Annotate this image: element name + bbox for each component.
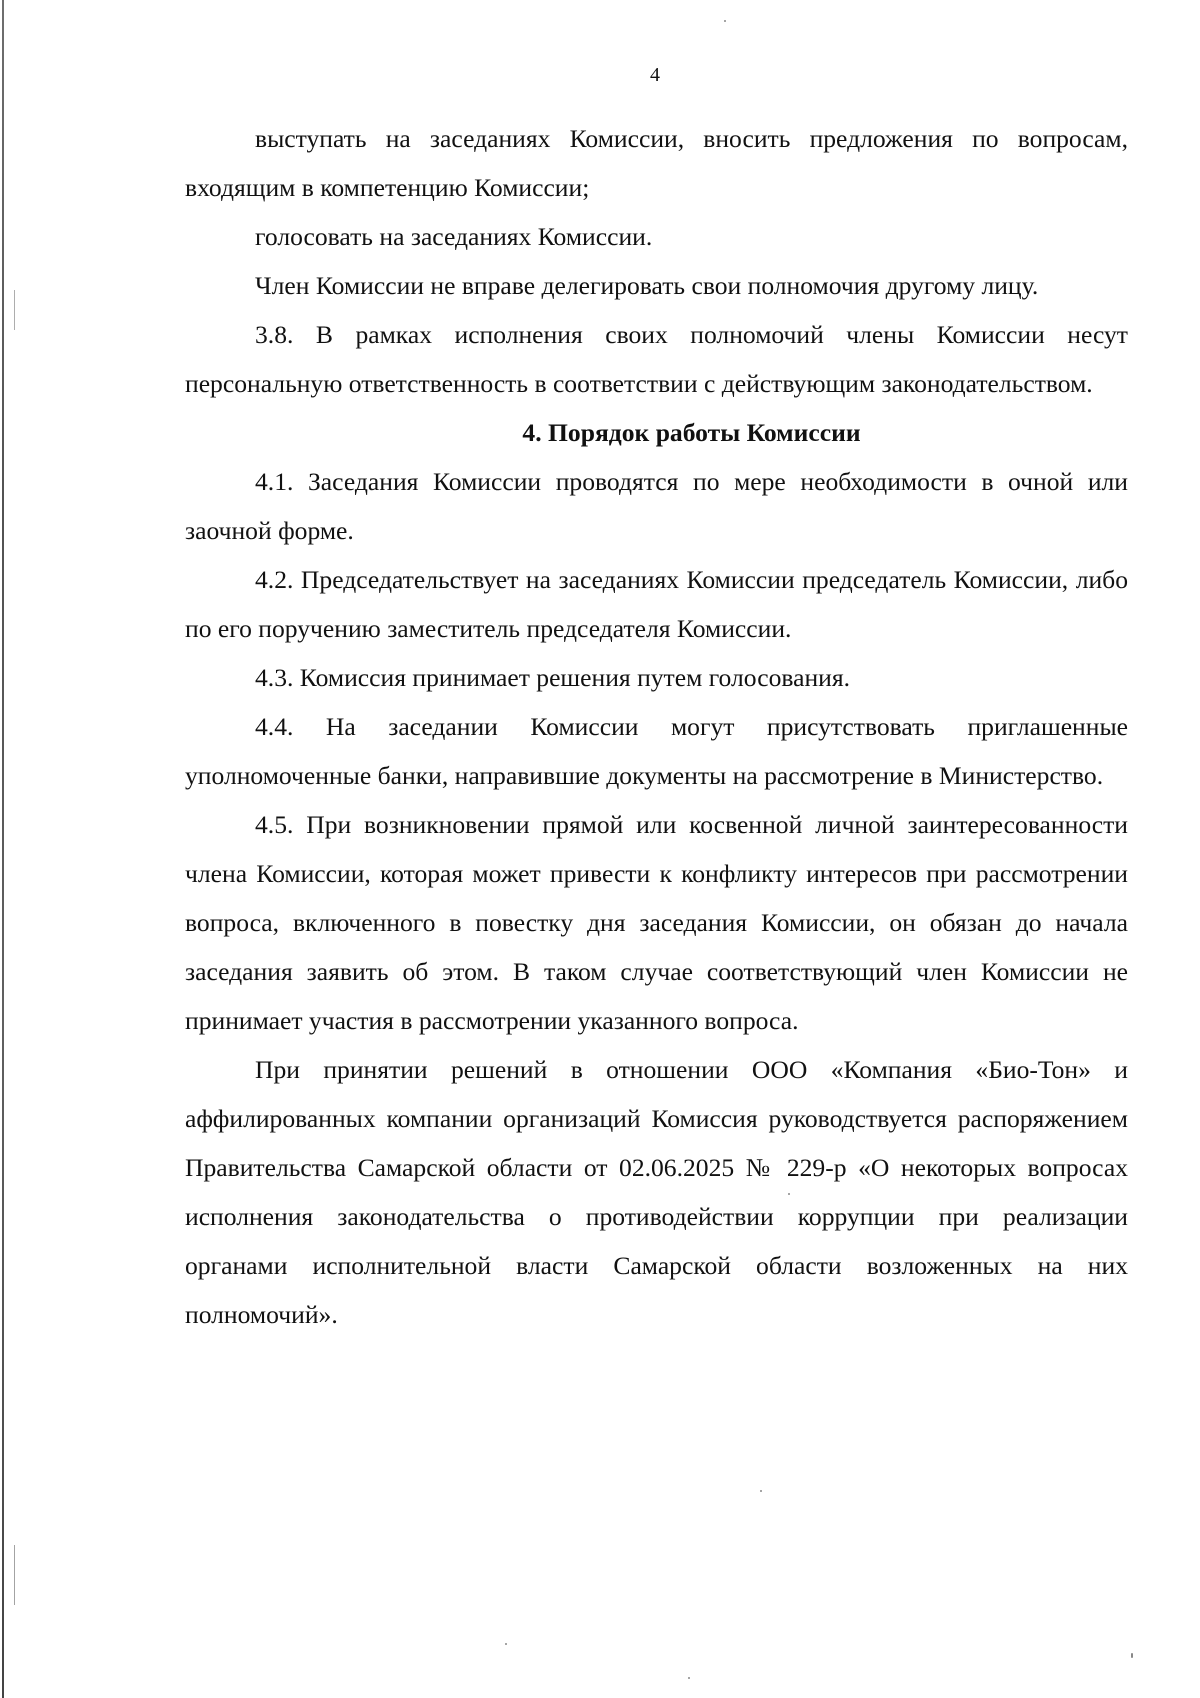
paragraph: 4.5. При возникновении прямой или косвенной личной заинтересованности члена Комиссии, которая может привести к конфликту интересов при рассмотрении вопроса, включенного в повестку дня заседания Комиссии, он обязан до начала заседания заявить об этом. В таком случае соответствующий член Комиссии не принимает участия в рассмотрении указанного вопроса. <box>185 810 1128 1035</box>
paragraph: 4.1. Заседания Комиссии проводятся по мере необходимости в очной или заочной форме. <box>185 467 1128 545</box>
page-number: 4 <box>650 64 660 86</box>
scan-mark <box>14 1545 15 1605</box>
section-heading: 4. Порядок работы Комиссии <box>522 418 861 447</box>
scan-speck <box>724 20 726 22</box>
paragraph: При принятии решений в отношении ООО «Компания «Био-Тон» и аффилированных компании организаций Комиссия руководствуется распоряжением Правительства Самарской области от 02.06.2025 № 229-р «О некоторых вопросах исполнения законодательства о противодействии коррупции при реализации органами исполнительной власти Самарской области возложенных на них полномочий». <box>185 1055 1128 1329</box>
scan-speck <box>688 1677 690 1679</box>
paragraph: 3.8. В рамках исполнения своих полномочий члены Комиссии несут персональную ответственность в соответствии с действующим законодательством. <box>185 320 1128 398</box>
paragraph: 4.3. Комиссия принимает решения путем голосования. <box>255 663 851 692</box>
scan-speck <box>505 1643 507 1645</box>
paragraph: выступать на заседаниях Комиссии, вносить предложения по вопросам, входящим в компетенцию Комиссии; <box>185 124 1128 202</box>
document-body <box>185 114 1128 1339</box>
paragraph: 4.4. На заседании Комиссии могут присутствовать приглашенные уполномоченные банки, направившие документы на рассмотрение в Министерство. <box>185 712 1128 790</box>
scan-mark <box>14 290 15 330</box>
paragraph: голосовать на заседаниях Комиссии. <box>255 222 653 251</box>
paragraph: 4.2. Председательствует на заседаниях Комиссии председатель Комиссии, либо по его поручению заместитель председателя Комиссии. <box>185 565 1128 643</box>
paragraph: Член Комиссии не вправе делегировать свои полномочия другому лицу. <box>255 271 1039 300</box>
scan-speck <box>760 1490 762 1492</box>
scan-edge <box>2 0 4 1698</box>
scan-speck <box>1131 1653 1133 1658</box>
